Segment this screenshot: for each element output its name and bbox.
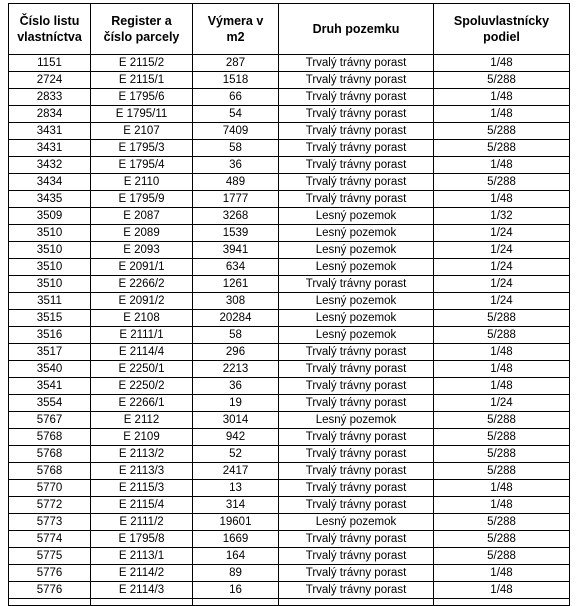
cell-sheet-number: 3515: [9, 310, 91, 327]
table-row: [9, 480, 570, 497]
column-header-parcel-number: [91, 4, 193, 55]
cell-ownership-share: 1/24: [434, 293, 570, 310]
header-text: Číslo listu: [19, 14, 80, 28]
table-row: [9, 157, 570, 174]
cell-ownership-share: 5/288: [434, 123, 570, 140]
cell-land-type: Trvalý trávny porast: [279, 140, 434, 157]
cell-parcel-number: E 2250/2: [91, 378, 193, 395]
cell-ownership-share: 1/24: [434, 242, 570, 259]
cell-sheet-number: 5772: [9, 497, 91, 514]
cell-sheet-number: 5770: [9, 480, 91, 497]
cell-sheet-number: 1151: [9, 55, 91, 72]
cell-ownership-share: 1/24: [434, 395, 570, 412]
cell-area: 2213: [193, 361, 279, 378]
cell-parcel-number: E 1795/8: [91, 531, 193, 548]
cell-area: 3268: [193, 208, 279, 225]
header-text: číslo parcely: [103, 30, 180, 44]
table-row: [9, 582, 570, 599]
cell-area: 287: [193, 55, 279, 72]
cell-land-type: Trvalý trávny porast: [279, 429, 434, 446]
table-row: [9, 225, 570, 242]
cell-ownership-share: 1/24: [434, 225, 570, 242]
cell-area: 296: [193, 344, 279, 361]
cell-land-type: Trvalý trávny porast: [279, 565, 434, 582]
table-header: [9, 4, 570, 55]
cell-land-type: Trvalý trávny porast: [279, 174, 434, 191]
cell-parcel-number: E 2114/3: [91, 582, 193, 599]
table-body: [9, 55, 570, 606]
table-row: [9, 565, 570, 582]
column-header-land-type: [279, 4, 434, 55]
column-header-ownership-share: [434, 4, 570, 55]
cell-parcel-number: E 1795/6: [91, 89, 193, 106]
cell-parcel-number: E 2109: [91, 429, 193, 446]
cell-area: 36: [193, 378, 279, 395]
table-row: [9, 310, 570, 327]
cell-ownership-share: 1/24: [434, 259, 570, 276]
cell-sheet-number: 3432: [9, 157, 91, 174]
cell-sheet-number: 3541: [9, 378, 91, 395]
table-row: [9, 412, 570, 429]
cell-parcel-number: E 2108: [91, 310, 193, 327]
table-row: [9, 208, 570, 225]
column-header-area: [193, 4, 279, 55]
header-text: Spoluvlastnícky: [453, 14, 550, 28]
cell-parcel-number: E 1795/4: [91, 157, 193, 174]
cell-land-type: Trvalý trávny porast: [279, 463, 434, 480]
cell-ownership-share: 5/288: [434, 429, 570, 446]
table-row: [9, 378, 570, 395]
cell-ownership-share: 1/24: [434, 276, 570, 293]
table-row: [9, 514, 570, 531]
table-row: [9, 344, 570, 361]
cell-land-type: Lesný pozemok: [279, 310, 434, 327]
cell-land-type: Trvalý trávny porast: [279, 55, 434, 72]
cell-land-type: Lesný pozemok: [279, 412, 434, 429]
cell-parcel-number: E 2093: [91, 242, 193, 259]
cell-area: 89: [193, 565, 279, 582]
header-text: Register a: [111, 14, 172, 28]
table-row: [9, 174, 570, 191]
cell-land-type: Trvalý trávny porast: [279, 344, 434, 361]
cell-parcel-number: E 2107: [91, 123, 193, 140]
cell-parcel-number: E 2114/4: [91, 344, 193, 361]
cell-parcel-number: E 2115/3: [91, 480, 193, 497]
cell-sheet-number: 3510: [9, 242, 91, 259]
cell-ownership-share: 5/288: [434, 531, 570, 548]
cell-sheet-number: 3516: [9, 327, 91, 344]
cell-land-type: Lesný pozemok: [279, 208, 434, 225]
table-row: [9, 140, 570, 157]
table-row: [9, 395, 570, 412]
cell-sheet-number: 5768: [9, 429, 91, 446]
cell-sheet-number: 5774: [9, 531, 91, 548]
table-row: [9, 123, 570, 140]
cell-parcel-number: E 1795/11: [91, 106, 193, 123]
cell-land-type: Trvalý trávny porast: [279, 480, 434, 497]
cell-parcel-number: E 2089: [91, 225, 193, 242]
cell-parcel-number: E 2111/1: [91, 327, 193, 344]
cell-land-type: Trvalý trávny porast: [279, 378, 434, 395]
cell-ownership-share: 5/288: [434, 140, 570, 157]
cell-ownership-share: 1/48: [434, 480, 570, 497]
cell-ownership-share: 1/48: [434, 157, 570, 174]
cell-ownership-share: 5/288: [434, 72, 570, 89]
cell-sheet-number: 3431: [9, 123, 91, 140]
cell-parcel-number: E 2266/1: [91, 395, 193, 412]
cell-ownership-share: 1/48: [434, 378, 570, 395]
cell-sheet-number: 3510: [9, 276, 91, 293]
cell-land-type: Trvalý trávny porast: [279, 106, 434, 123]
cell-land-type: Lesný pozemok: [279, 259, 434, 276]
cell-land-type: Trvalý trávny porast: [279, 361, 434, 378]
cell-sheet-number: 3435: [9, 191, 91, 208]
cell-sheet-number: 5767: [9, 412, 91, 429]
cell-sheet-number: 3509: [9, 208, 91, 225]
cell-land-type: Lesný pozemok: [279, 242, 434, 259]
cell-area: 7409: [193, 123, 279, 140]
cell-area: 58: [193, 140, 279, 157]
cell-area: 634: [193, 259, 279, 276]
cell-ownership-share: 1/32: [434, 208, 570, 225]
cell-land-type: Trvalý trávny porast: [279, 157, 434, 174]
header-text: podiel: [483, 30, 520, 44]
cell-area: 20284: [193, 310, 279, 327]
header-text: m2: [226, 30, 245, 44]
cell-sheet-number: 3510: [9, 225, 91, 242]
cell-area: 1539: [193, 225, 279, 242]
cell-parcel-number: E 2087: [91, 208, 193, 225]
cell-area: 19: [193, 395, 279, 412]
cell-ownership-share: 1/48: [434, 89, 570, 106]
cell-land-type: Lesný pozemok: [279, 293, 434, 310]
cell-ownership-share: 5/288: [434, 327, 570, 344]
cell-parcel-number: E 2111/2: [91, 514, 193, 531]
cell-sheet-number: 5776: [9, 565, 91, 582]
cell-sheet-number: 3554: [9, 395, 91, 412]
cell-area: 308: [193, 293, 279, 310]
cell-parcel-number: E 2250/1: [91, 361, 193, 378]
cell-area: 16: [193, 582, 279, 599]
table-row: [9, 293, 570, 310]
table-row: [9, 463, 570, 480]
cell-area: 58: [193, 327, 279, 344]
cell-sheet-number: 2724: [9, 72, 91, 89]
table-row: [9, 55, 570, 72]
cell-sheet-number: 3517: [9, 344, 91, 361]
cell-parcel-number: E 2115/1: [91, 72, 193, 89]
cell-ownership-share: 5/288: [434, 548, 570, 565]
cell-land-type: Trvalý trávny porast: [279, 497, 434, 514]
cell-area: 13: [193, 480, 279, 497]
table-row: [9, 327, 570, 344]
table-row: [9, 106, 570, 123]
table-row: [9, 276, 570, 293]
cell-area: 1518: [193, 72, 279, 89]
cell-ownership-share: 1/48: [434, 582, 570, 599]
cell-land-type: Trvalý trávny porast: [279, 582, 434, 599]
cell-ownership-share: 5/288: [434, 514, 570, 531]
cell-area: 19601: [193, 514, 279, 531]
cell-sheet-number: 5768: [9, 446, 91, 463]
table-row: [9, 242, 570, 259]
cell-area: 489: [193, 174, 279, 191]
cell-area: 1261: [193, 276, 279, 293]
cell-area: 164: [193, 548, 279, 565]
cell-sheet-number: 3540: [9, 361, 91, 378]
table-row: [9, 361, 570, 378]
cell-land-type: Trvalý trávny porast: [279, 72, 434, 89]
cell-area: 36: [193, 157, 279, 174]
table-row: [9, 446, 570, 463]
cell-sheet-number: 5773: [9, 514, 91, 531]
cell-parcel-number: E 2113/1: [91, 548, 193, 565]
header-row: [9, 4, 570, 55]
cell-land-type: Trvalý trávny porast: [279, 446, 434, 463]
cell-sheet-number: 3434: [9, 174, 91, 191]
table-row: [9, 89, 570, 106]
cell-land-type: Trvalý trávny porast: [279, 89, 434, 106]
cell-area: 2417: [193, 463, 279, 480]
cell-area: 3014: [193, 412, 279, 429]
cell-parcel-number: E 2114/2: [91, 565, 193, 582]
cell-area: 54: [193, 106, 279, 123]
table-row: [9, 531, 570, 548]
cell-area: 1669: [193, 531, 279, 548]
cell-parcel-number: E 2115/4: [91, 497, 193, 514]
cell-parcel-number: E 2110: [91, 174, 193, 191]
cell-ownership-share: 1/48: [434, 565, 570, 582]
cell-ownership-share: 1/48: [434, 191, 570, 208]
cell-land-type: Trvalý trávny porast: [279, 531, 434, 548]
cell-sheet-number: 3511: [9, 293, 91, 310]
parcel-ownership-table: [8, 3, 570, 606]
cell-ownership-share: 1/48: [434, 106, 570, 123]
cell-parcel-number: E 2091/2: [91, 293, 193, 310]
cell-area: 314: [193, 497, 279, 514]
cell-land-type: Trvalý trávny porast: [279, 276, 434, 293]
cell-parcel-number: E 2115/2: [91, 55, 193, 72]
cell-land-type: Trvalý trávny porast: [279, 123, 434, 140]
cell-sheet-number: 3510: [9, 259, 91, 276]
cell-sheet-number: 2833: [9, 89, 91, 106]
cell-ownership-share: 1/48: [434, 361, 570, 378]
header-text: Druh pozemku: [312, 22, 400, 36]
cell-land-type: Lesný pozemok: [279, 225, 434, 242]
table-row: [9, 72, 570, 89]
cell-ownership-share: 5/288: [434, 310, 570, 327]
cell-parcel-number: E 1795/3: [91, 140, 193, 157]
table-row: [9, 259, 570, 276]
cell-parcel-number: E 1795/9: [91, 191, 193, 208]
cell-parcel-number: E 2112: [91, 412, 193, 429]
column-header-sheet-number: [9, 4, 91, 55]
cell-area: 52: [193, 446, 279, 463]
cell-area: 3941: [193, 242, 279, 259]
cell-ownership-share: 5/288: [434, 463, 570, 480]
cell-land-type: Trvalý trávny porast: [279, 548, 434, 565]
cell-sheet-number: 3431: [9, 140, 91, 157]
cell-ownership-share: 1/48: [434, 344, 570, 361]
cell-sheet-number: 5776: [9, 582, 91, 599]
cell-land-type: Lesný pozemok: [279, 514, 434, 531]
cell-area: 66: [193, 89, 279, 106]
cell-ownership-share: 1/48: [434, 55, 570, 72]
cell-land-type: Trvalý trávny porast: [279, 191, 434, 208]
cell-parcel-number: E 2091/1: [91, 259, 193, 276]
cell-sheet-number: 5768: [9, 463, 91, 480]
cell-ownership-share: 5/288: [434, 412, 570, 429]
table-row: [9, 191, 570, 208]
cell-area: 1777: [193, 191, 279, 208]
cell-parcel-number: E 2113/3: [91, 463, 193, 480]
cell-ownership-share: 1/48: [434, 497, 570, 514]
table-row: [9, 429, 570, 446]
cell-ownership-share: 5/288: [434, 174, 570, 191]
cell-land-type: Lesný pozemok: [279, 327, 434, 344]
header-text: vlastníctva: [17, 30, 82, 44]
table-row: [9, 497, 570, 514]
cell-parcel-number: E 2113/2: [91, 446, 193, 463]
cell-land-type: Trvalý trávny porast: [279, 395, 434, 412]
header-text: Výmera v: [207, 14, 264, 28]
table-row: [9, 548, 570, 565]
cell-sheet-number: 5775: [9, 548, 91, 565]
cell-ownership-share: 5/288: [434, 446, 570, 463]
cell-area: 942: [193, 429, 279, 446]
cell-parcel-number: E 2266/2: [91, 276, 193, 293]
cell-sheet-number: 2834: [9, 106, 91, 123]
